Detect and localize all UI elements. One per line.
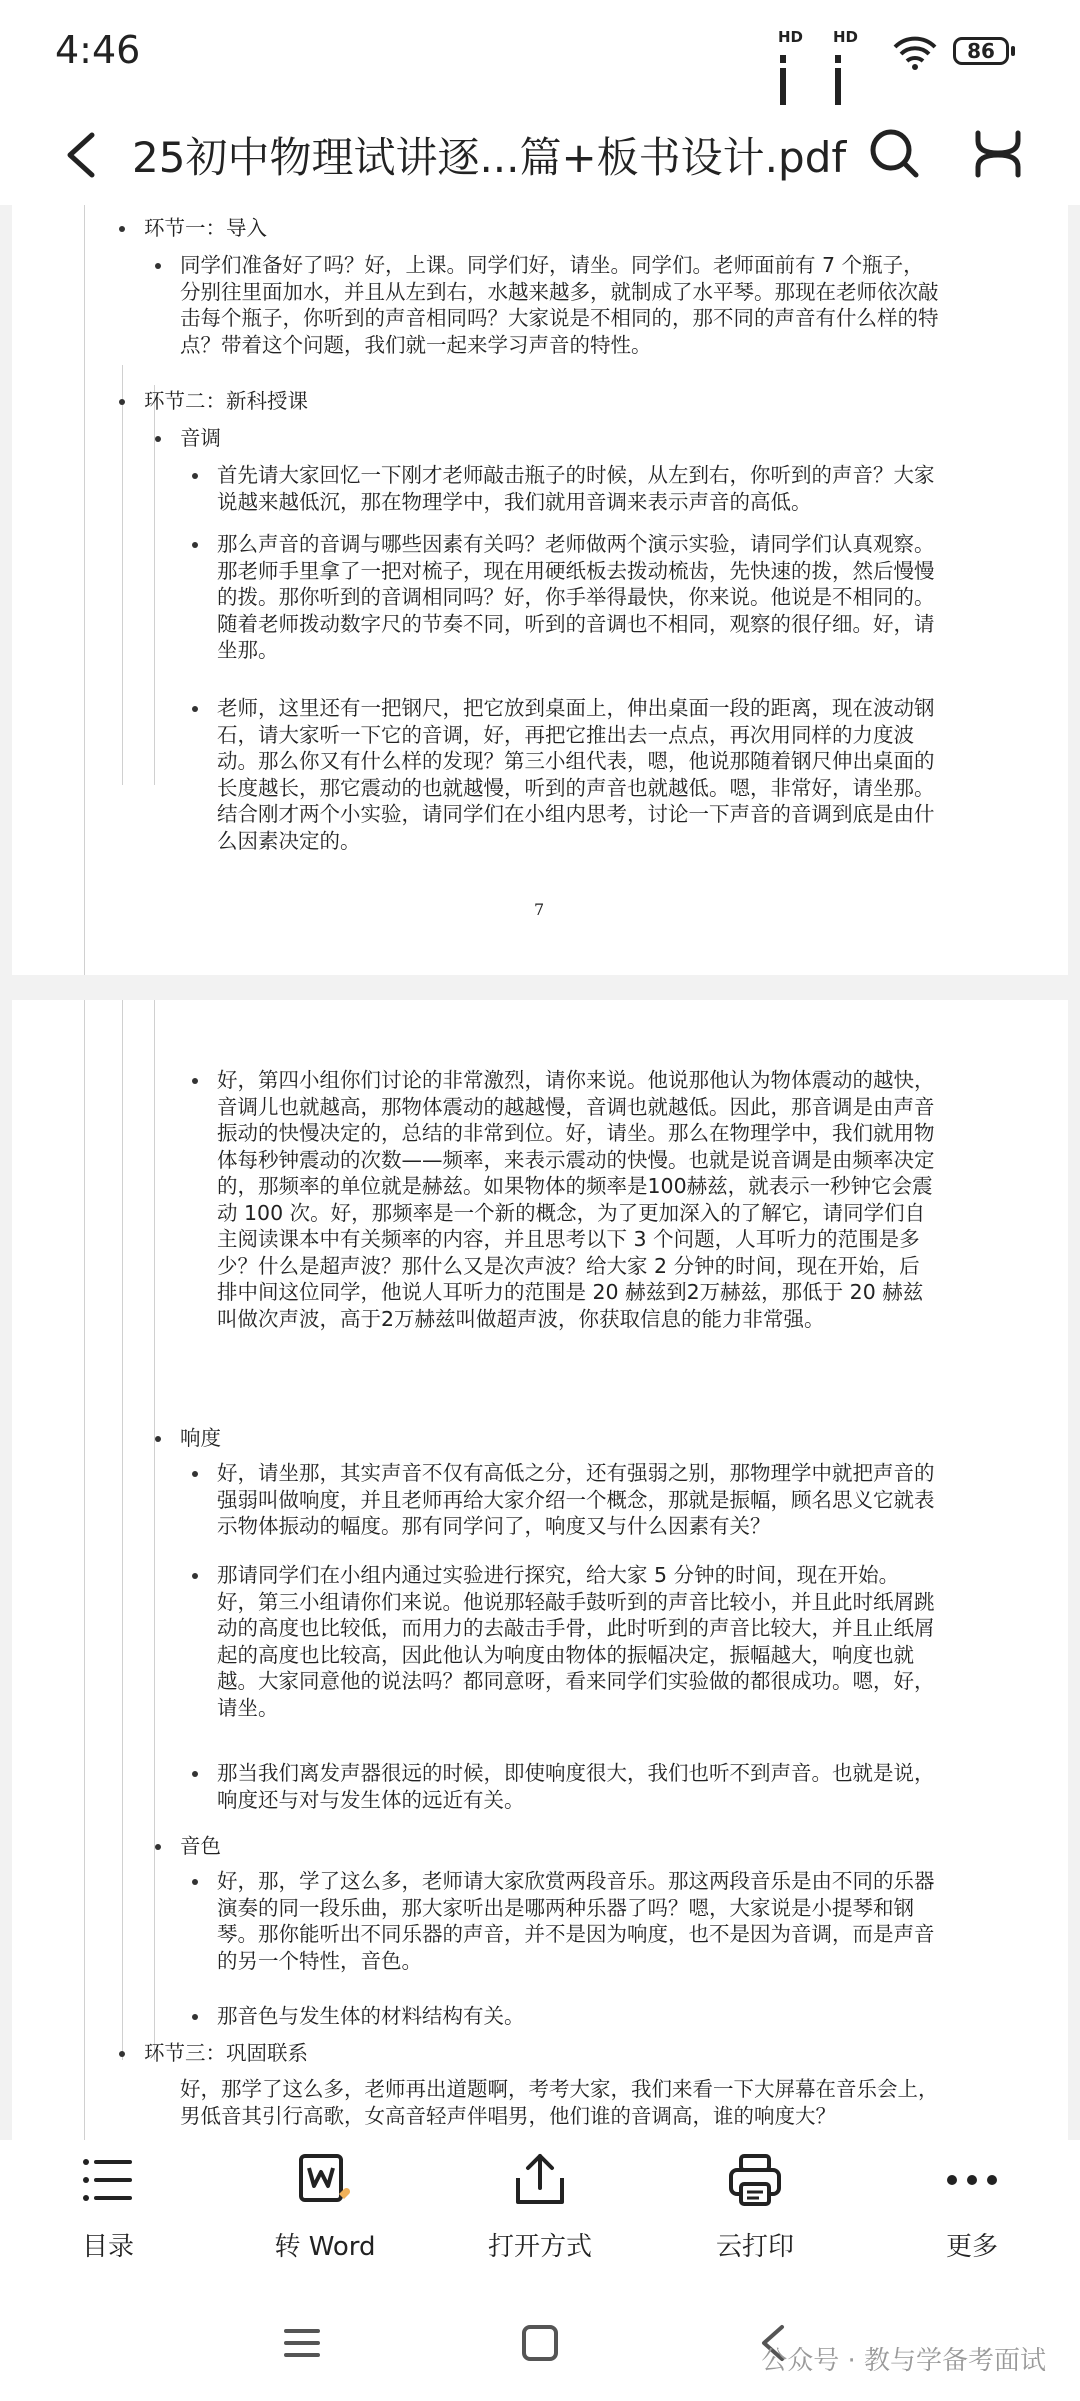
pdf-page-1 bbox=[12, 205, 1068, 975]
list-item: 那请同学们在小组内通过实验进行探究，给大家 5 分钟的时间，现在开始。好，第三小组请你们来说。他说那轻敲手鼓听到的声音比较小，并且此时纸屑跳动的高度也比较低，而用力的去敲击手骨，此时听到的声音比较大，并且止纸屑起的高度也比较高，因此他认为响度由物体的振幅决定，振幅越大，响度也就越。大家同意他的说法吗？都同意呀，看来同学们实验做的都很成功。嗯，好，请坐。 bbox=[217, 1562, 937, 1721]
share-icon bbox=[510, 2150, 570, 2210]
status-bar: 4:46 HD HD 86 bbox=[0, 0, 1080, 105]
list-item: 好，那学了这么多，老师再出道题啊，考考大家，我们来看一下大屏幕在音乐会上，男低音其引行高歌，女高音轻声伴唱男，他们谁的音调高，谁的响度大？ bbox=[180, 2076, 940, 2136]
convert-word-label: 转 Word bbox=[274, 2232, 376, 2262]
list-item: 那么声音的音调与哪些因素有关吗？老师做两个演示实验，请同学们认真观察。那老师手里拿了一把对梳子，现在用硬纸板去拨动梳齿，先快速的拨，然后慢慢的拨。那你听到的音调相同吗？好，你手举得最快，你来说。他说是不相同的。随着老师拨动数字尺的节奏不同，听到的音调也不相同，观察的很仔细。好，请坐那。 bbox=[217, 531, 937, 664]
list-item: 首先请大家回忆一下刚才老师敲击瓶子的时候，从左到右，你听到的声音？大家说越来越低沉，那在物理学中，我们就用音调来表示声音的高低。 bbox=[217, 462, 937, 515]
convert-word-button[interactable] bbox=[240, 2150, 410, 2263]
list-item-heading: 环节三：巩固联系 bbox=[144, 2040, 994, 2067]
app-header bbox=[0, 105, 1080, 205]
wifi-icon bbox=[893, 36, 937, 70]
outline-guide-line bbox=[122, 365, 123, 785]
home-icon[interactable] bbox=[518, 2321, 562, 2365]
list-item: 好，请坐那，其实声音不仅有高低之分，还有强弱之别，那物理学中就把声音的强弱叫做响度，并且老师再给大家介绍一个概念，那就是振幅，顾名思义它就表示物体振动的幅度。那有同学问了，响度又与什么因素有关？ bbox=[217, 1460, 937, 1540]
battery-indicator: 86 bbox=[953, 37, 1009, 65]
watermark: 公众号 · 教与学备考面试 bbox=[761, 2346, 1046, 2376]
outline-guide-line bbox=[122, 1000, 123, 2060]
list-item: 那音色与发生体的材料结构有关。 bbox=[217, 2003, 937, 2030]
list-item-subheading: 响度 bbox=[180, 1425, 940, 1452]
list-item-subheading: 音调 bbox=[180, 425, 940, 452]
more-button[interactable] bbox=[887, 2150, 1057, 2263]
back-arrow-icon[interactable] bbox=[56, 127, 112, 183]
page-number: 7 bbox=[534, 900, 545, 919]
list-icon bbox=[78, 2150, 138, 2210]
open-with-label: 打开方式 bbox=[487, 2232, 592, 2262]
toc-button[interactable] bbox=[23, 2150, 193, 2263]
list-item: 好，第四小组你们讨论的非常激烈，请你来说。他说那他认为物体震动的越快，音调儿也就越高，那物体震动的越越慢，音调也就越低。因此，那音调是由声音振动的快慢决定的，总结的非常到位。好，请坐。那么在物理学中，我们就用物体每秒钟震动的次数——频率，来表示震动的快慢。也就是说音调是由频率决定的，那频率的单位就是赫兹。如果物体的频率是100赫兹，就表示一秒钟它会震动 100 次。好，那频率是一个新的概念，为了更加深入的了解它，请同学们自主阅读课本中有关频率的内容，并且思考以下 3 个问题，人耳听力的范围是多少？什么是超声波？那什么又是次声波？给大家 2 分钟的时间，现在开始，后排中间这位同学，他说人耳听力的范围是 20 赫兹到2万赫兹，那低于 20 赫兹叫做次声波，高于2万赫兹叫做超声波，你获取信息的能力非常强。 bbox=[217, 1067, 937, 1332]
outline-guide-line bbox=[84, 205, 85, 975]
recent-apps-icon[interactable] bbox=[280, 2321, 324, 2365]
list-item-heading: 环节一：导入 bbox=[144, 215, 994, 242]
list-item: 同学们准备好了吗？好，上课。同学们好，请坐。同学们。老师面前有 7 个瓶子，分别往里面加水，并且从左到右，水越来越多，就制成了水平琴。那现在老师依次敲击每个瓶子，你听到的声音相同吗？大家说是不相同的，那不同的声音有什么样的特点？带着这个问题，我们就一起来学习声音的特性。 bbox=[180, 252, 940, 358]
pdf-page-2 bbox=[12, 1000, 1068, 2140]
open-with-button[interactable] bbox=[455, 2150, 625, 2263]
outline-guide-line bbox=[84, 1000, 85, 2140]
word-convert-icon bbox=[295, 2150, 355, 2210]
printer-icon bbox=[725, 2150, 785, 2210]
outline-guide-line bbox=[154, 1000, 155, 2060]
search-icon[interactable] bbox=[866, 125, 922, 181]
list-item-heading: 环节二：新科授课 bbox=[144, 388, 994, 415]
list-item: 好，那，学了这么多，老师请大家欣赏两段音乐。那这两段音乐是由不同的乐器演奏的同一段乐曲，那大家听出是哪两种乐器了吗？嗯，大家说是小提琴和钢琴。那你能听出不同乐器的声音，并不是因为响度，也不是因为音调，而是声音的另一个特性，音色。 bbox=[217, 1868, 937, 1974]
list-item-subheading: 音色 bbox=[180, 1833, 940, 1860]
clock: 4:46 bbox=[55, 28, 141, 72]
document-title: 25初中物理试讲逐...篇+板书设计.pdf bbox=[132, 133, 847, 182]
cloud-print-label: 云打印 bbox=[715, 2232, 794, 2262]
list-item: 那当我们离发声器很远的时候，即使响度很大，我们也听不到声音。也就是说，响度还与对与发生体的远近有关。 bbox=[217, 1760, 937, 1813]
cloud-print-button[interactable] bbox=[670, 2150, 840, 2263]
outline-guide-line bbox=[154, 385, 155, 785]
more-label: 更多 bbox=[945, 2232, 998, 2262]
system-nav-bar bbox=[0, 2285, 1080, 2401]
fullscreen-icon[interactable] bbox=[970, 125, 1026, 181]
list-item: 老师，这里还有一把钢尺，把它放到桌面上，伸出桌面一段的距离，现在波动钢石，请大家听一下它的音调，好，再把它推出去一点点，再次用同样的力度波动。那么你又有什么样的发现？第三小组代表，嗯，他说那随着钢尺伸出桌面的长度越长，那它震动的也就越慢，听到的声音也就越低。嗯，非常好，请坐那。结合刚才两个小实验，请同学们在小组内思考，讨论一下声音的音调到底是由什么因素决定的。 bbox=[217, 695, 937, 854]
toc-label: 目录 bbox=[81, 2232, 134, 2262]
more-dots-icon bbox=[942, 2150, 1002, 2210]
bottom-toolbar bbox=[0, 2140, 1080, 2285]
